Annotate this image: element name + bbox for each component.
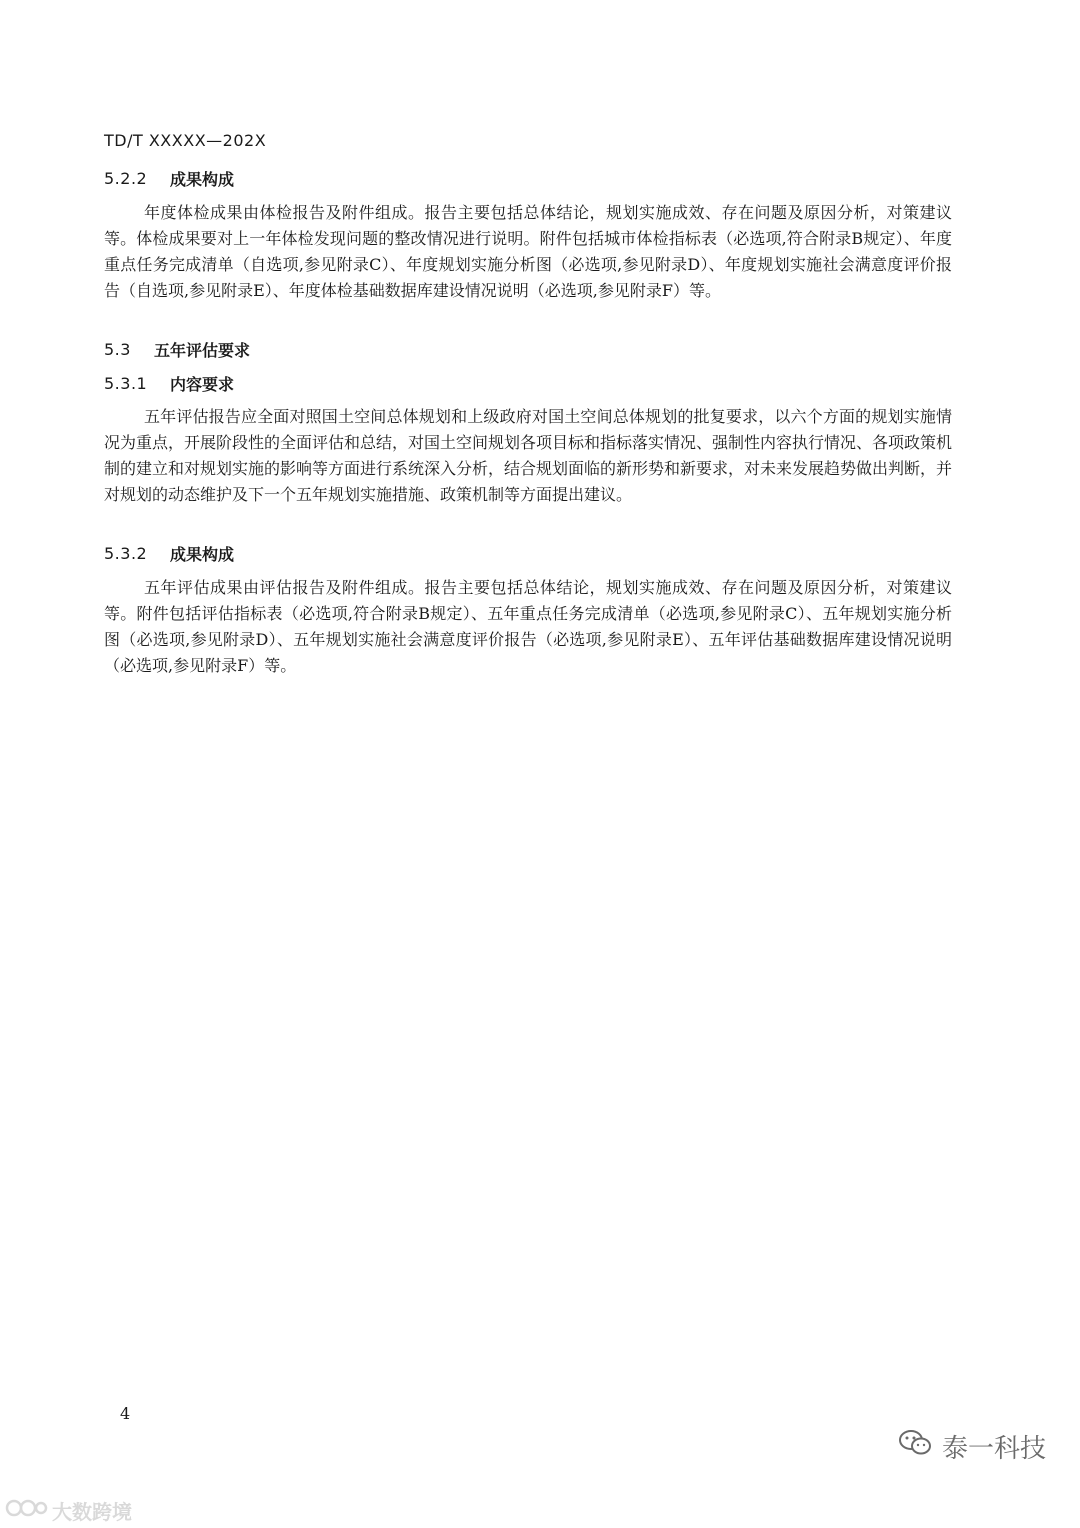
watermark-right-text: 泰一科技 [942, 1433, 1047, 1464]
wechat-icon [898, 1428, 934, 1465]
section-number: 5.3.2 [104, 543, 148, 563]
section-number: 5.2.2 [104, 168, 148, 188]
section-number: 5.3 [104, 339, 131, 359]
watermark-left [4, 1496, 132, 1524]
page-number: 4 [120, 1404, 131, 1423]
section-heading-5-2-2 [104, 166, 234, 190]
section-title: 成果构成 [170, 544, 235, 564]
section-title: 内容要求 [170, 374, 235, 394]
paragraph-content-requirements: 五年评估报告应全面对照国土空间总体规划和上级政府对国土空间总体规划的批复要求，以六个方面的规划实施情况为重点，开展阶段性的全面评估和总结，对国土空间规划各项目标和指标落实情况、强制性内容执行情况、各项政策机制的建立和对规划实施的影响等方面进行系统深入分析，结合规划面临的新形势和新要求，对未来发展趋势做出判断，并对规划的动态维护及下一个五年规划实施措施、政策机制等方面提出建议。 [104, 407, 953, 504]
section-heading-5-3-2 [104, 541, 234, 565]
paragraph-five-year-results: 五年评估成果由评估报告及附件组成。报告主要包括总体结论，规划实施成效、存在问题及原因分析，对策建议等。附件包括评估指标表（必选项,符合附录B规定）、五年重点任务完成清单（必选项,参见附录C）、五年规划实施分析图（必选项,参见附录D）、五年规划实施社会满意度评价报告（必选项,参见附录E）、五年评估基础数据库建设情况说明（必选项,参见附录F）等。 [104, 578, 952, 675]
section-heading-5-3-1 [104, 371, 234, 395]
section-title: 五年评估要求 [154, 340, 251, 360]
loop-logo-icon [4, 1496, 48, 1525]
paragraph-annual-results: 年度体检成果由体检报告及附件组成。报告主要包括总体结论，规划实施成效、存在问题及原因分析，对策建议等。体检成果要对上一年体检发现问题的整改情况进行说明。附件包括城市体检指标表（必选项,符合附录B规定）、年度重点任务完成清单（自选项,参见附录C）、年度规划实施分析图（必选项,参见附录D）、年度规划实施社会满意度评价报告（自选项,参见附录E）、年度体检基础数据库建设情况说明（必选项,参见附录F）等。 [104, 203, 952, 300]
watermark-left-text: 大数跨境 [52, 1499, 132, 1524]
section-heading-5-3 [104, 337, 250, 361]
section-title: 成果构成 [170, 169, 235, 189]
section-number: 5.3.1 [104, 373, 148, 393]
watermark-right [898, 1428, 1046, 1464]
document-code: TD/T XXXXX—202X [104, 131, 267, 150]
